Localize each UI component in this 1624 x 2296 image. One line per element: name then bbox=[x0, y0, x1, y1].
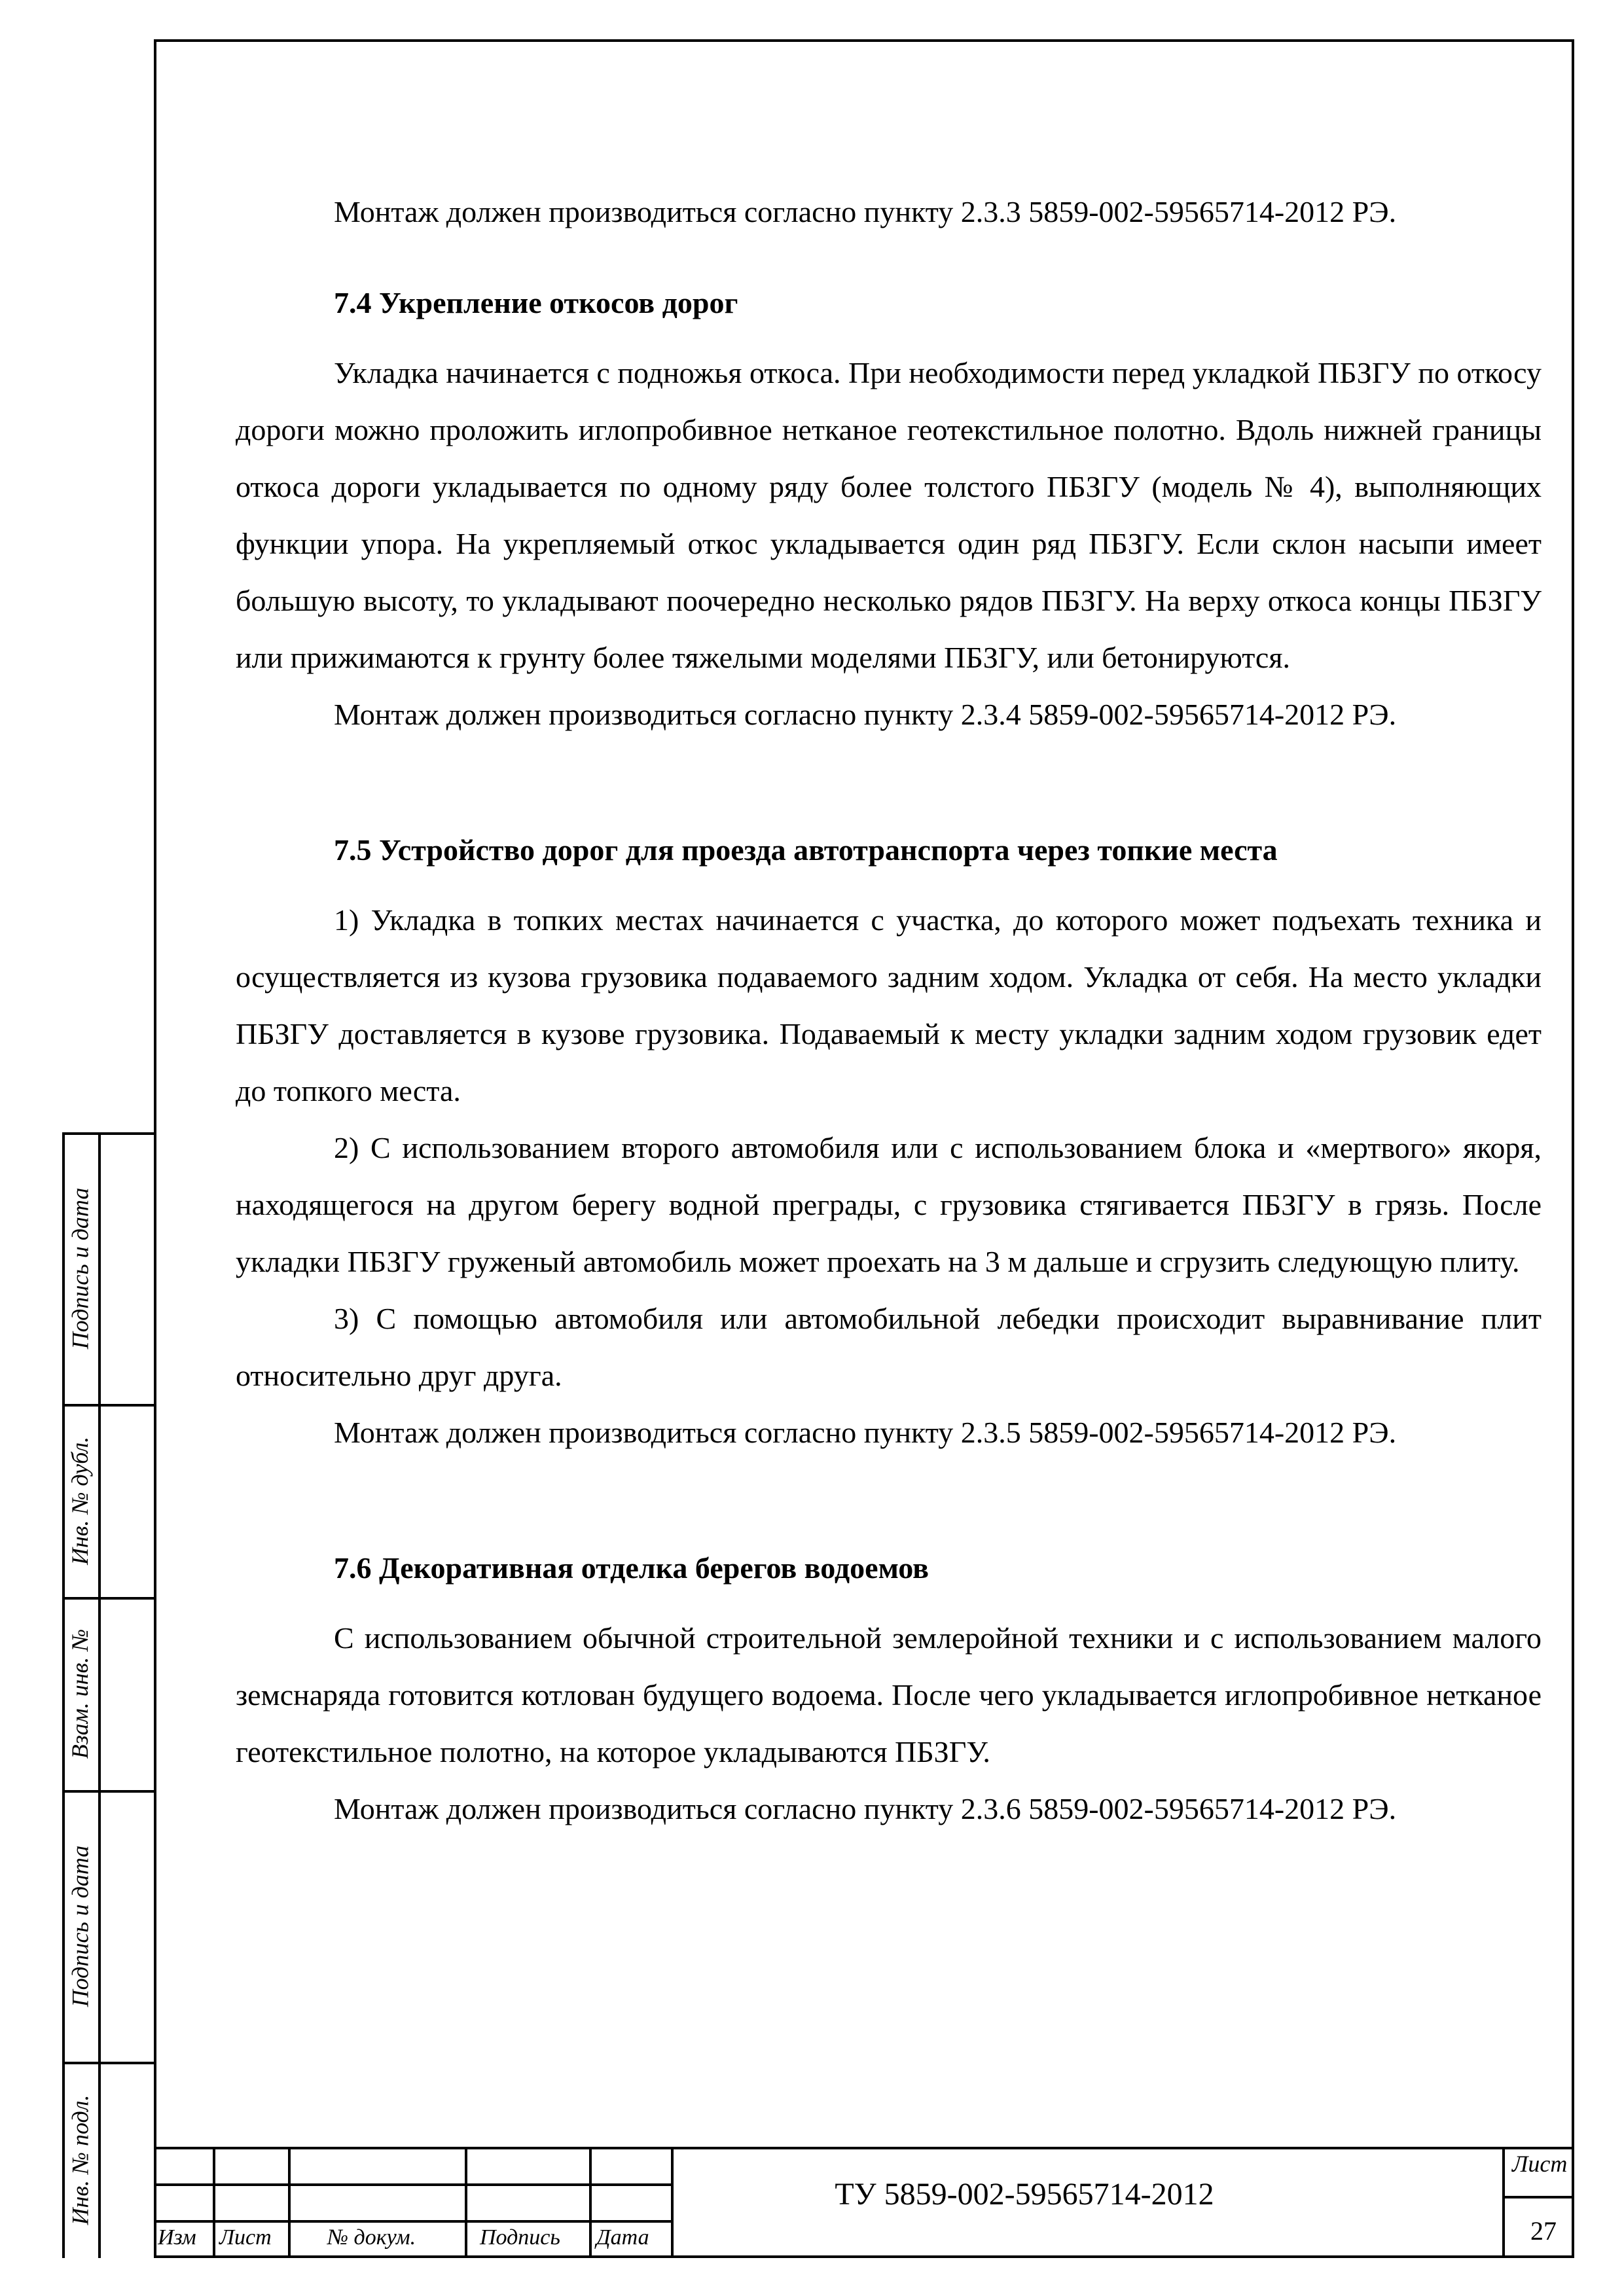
side-label-replace-inv: Взам. инв. № bbox=[67, 1628, 94, 1759]
paragraph: Монтаж должен производиться согласно пункту 2.3.5 5859-002-59565714-2012 РЭ. bbox=[334, 1416, 1397, 1449]
col-date: Дата bbox=[596, 2225, 649, 2250]
document-number: ТУ 5859-002-59565714-2012 bbox=[835, 2177, 1214, 2212]
section-heading: 7.5 Устройство дорог для проезда автотранспорта через топкие места bbox=[334, 833, 1278, 867]
section-heading: 7.4 Укрепление откосов дорог bbox=[334, 286, 738, 319]
col-list: Лист bbox=[219, 2225, 272, 2250]
paragraph: 2) С использованием второго автомобиля или с использованием блока и «мертвого» якоря, находящегося на другом берегу водной преграды, с грузовика стягивается ПБЗГУ в грязь. После укладки ПБЗГУ груженый автомобиль может проехать на 3 м дальше и сгрузить следующую плиту. bbox=[236, 1131, 1542, 1278]
side-label-orig-inv: Инв. № подл. bbox=[67, 2094, 94, 2225]
col-doc-number: № докум. bbox=[327, 2225, 416, 2250]
sheet-number: 27 bbox=[1530, 2216, 1557, 2246]
paragraph: Монтаж должен производиться согласно пункту 2.3.6 5859-002-59565714-2012 РЭ. bbox=[334, 1792, 1397, 1825]
paragraph: Укладка начинается с подножья откоса. При необходимости перед укладкой ПБЗГУ по откосу дороги можно проложить иглопробивное нетканое геотекстильное полотно. Вдоль нижней границы откоса дороги укладывается по одному ряду более толстого ПБЗГУ (модель № 4), выполняющих функции упора. На укрепляемый откос укладывается один ряд ПБЗГУ. Если склон насыпи имеет большую высоту, то укладывают поочередно несколько рядов ПБЗГУ. На верху откоса концы ПБЗГУ или прижимаются к грунту более тяжелыми моделями ПБЗГУ, или бетонируются. bbox=[236, 356, 1542, 674]
col-signature: Подпись bbox=[480, 2225, 560, 2250]
section-heading: 7.6 Декоративная отделка берегов водоемов bbox=[334, 1551, 929, 1585]
paragraph: Монтаж должен производиться согласно пункту 2.3.4 5859-002-59565714-2012 РЭ. bbox=[334, 698, 1397, 731]
sheet-label: Лист bbox=[1512, 2151, 1568, 2177]
paragraph: 3) С помощью автомобиля или автомобильной лебедки происходит выравнивание плит относительно друг друга. bbox=[236, 1302, 1542, 1392]
document-body bbox=[236, 183, 1542, 1837]
side-stamp bbox=[62, 1132, 156, 2258]
paragraph: Монтаж должен производиться согласно пункту 2.3.3 5859-002-59565714-2012 РЭ. bbox=[334, 195, 1397, 228]
paragraph: 1) Укладка в топких местах начинается с участка, до которого может подъехать техника и осуществляется из кузова грузовика подаваемого задним ходом. Укладка от себя. На место укладки ПБЗГУ доставляется в кузове грузовика. Подаваемый к месту укладки задним ходом грузовик едет до топкого места. bbox=[236, 903, 1542, 1107]
side-label-signature-date-2: Подпись и дата bbox=[67, 1845, 94, 2007]
paragraph: С использованием обычной строительной землеройной техники и с использованием малого земснаряда готовится котлован будущего водоема. После чего укладывается иглопробивное нетканое геотекстильное полотно, на которое укладываются ПБЗГУ. bbox=[236, 1621, 1542, 1768]
side-label-signature-date: Подпись и дата bbox=[67, 1187, 94, 1349]
col-izm: Изм bbox=[158, 2225, 196, 2250]
side-label-dup-inv: Инв. № дубл. bbox=[67, 1436, 94, 1565]
